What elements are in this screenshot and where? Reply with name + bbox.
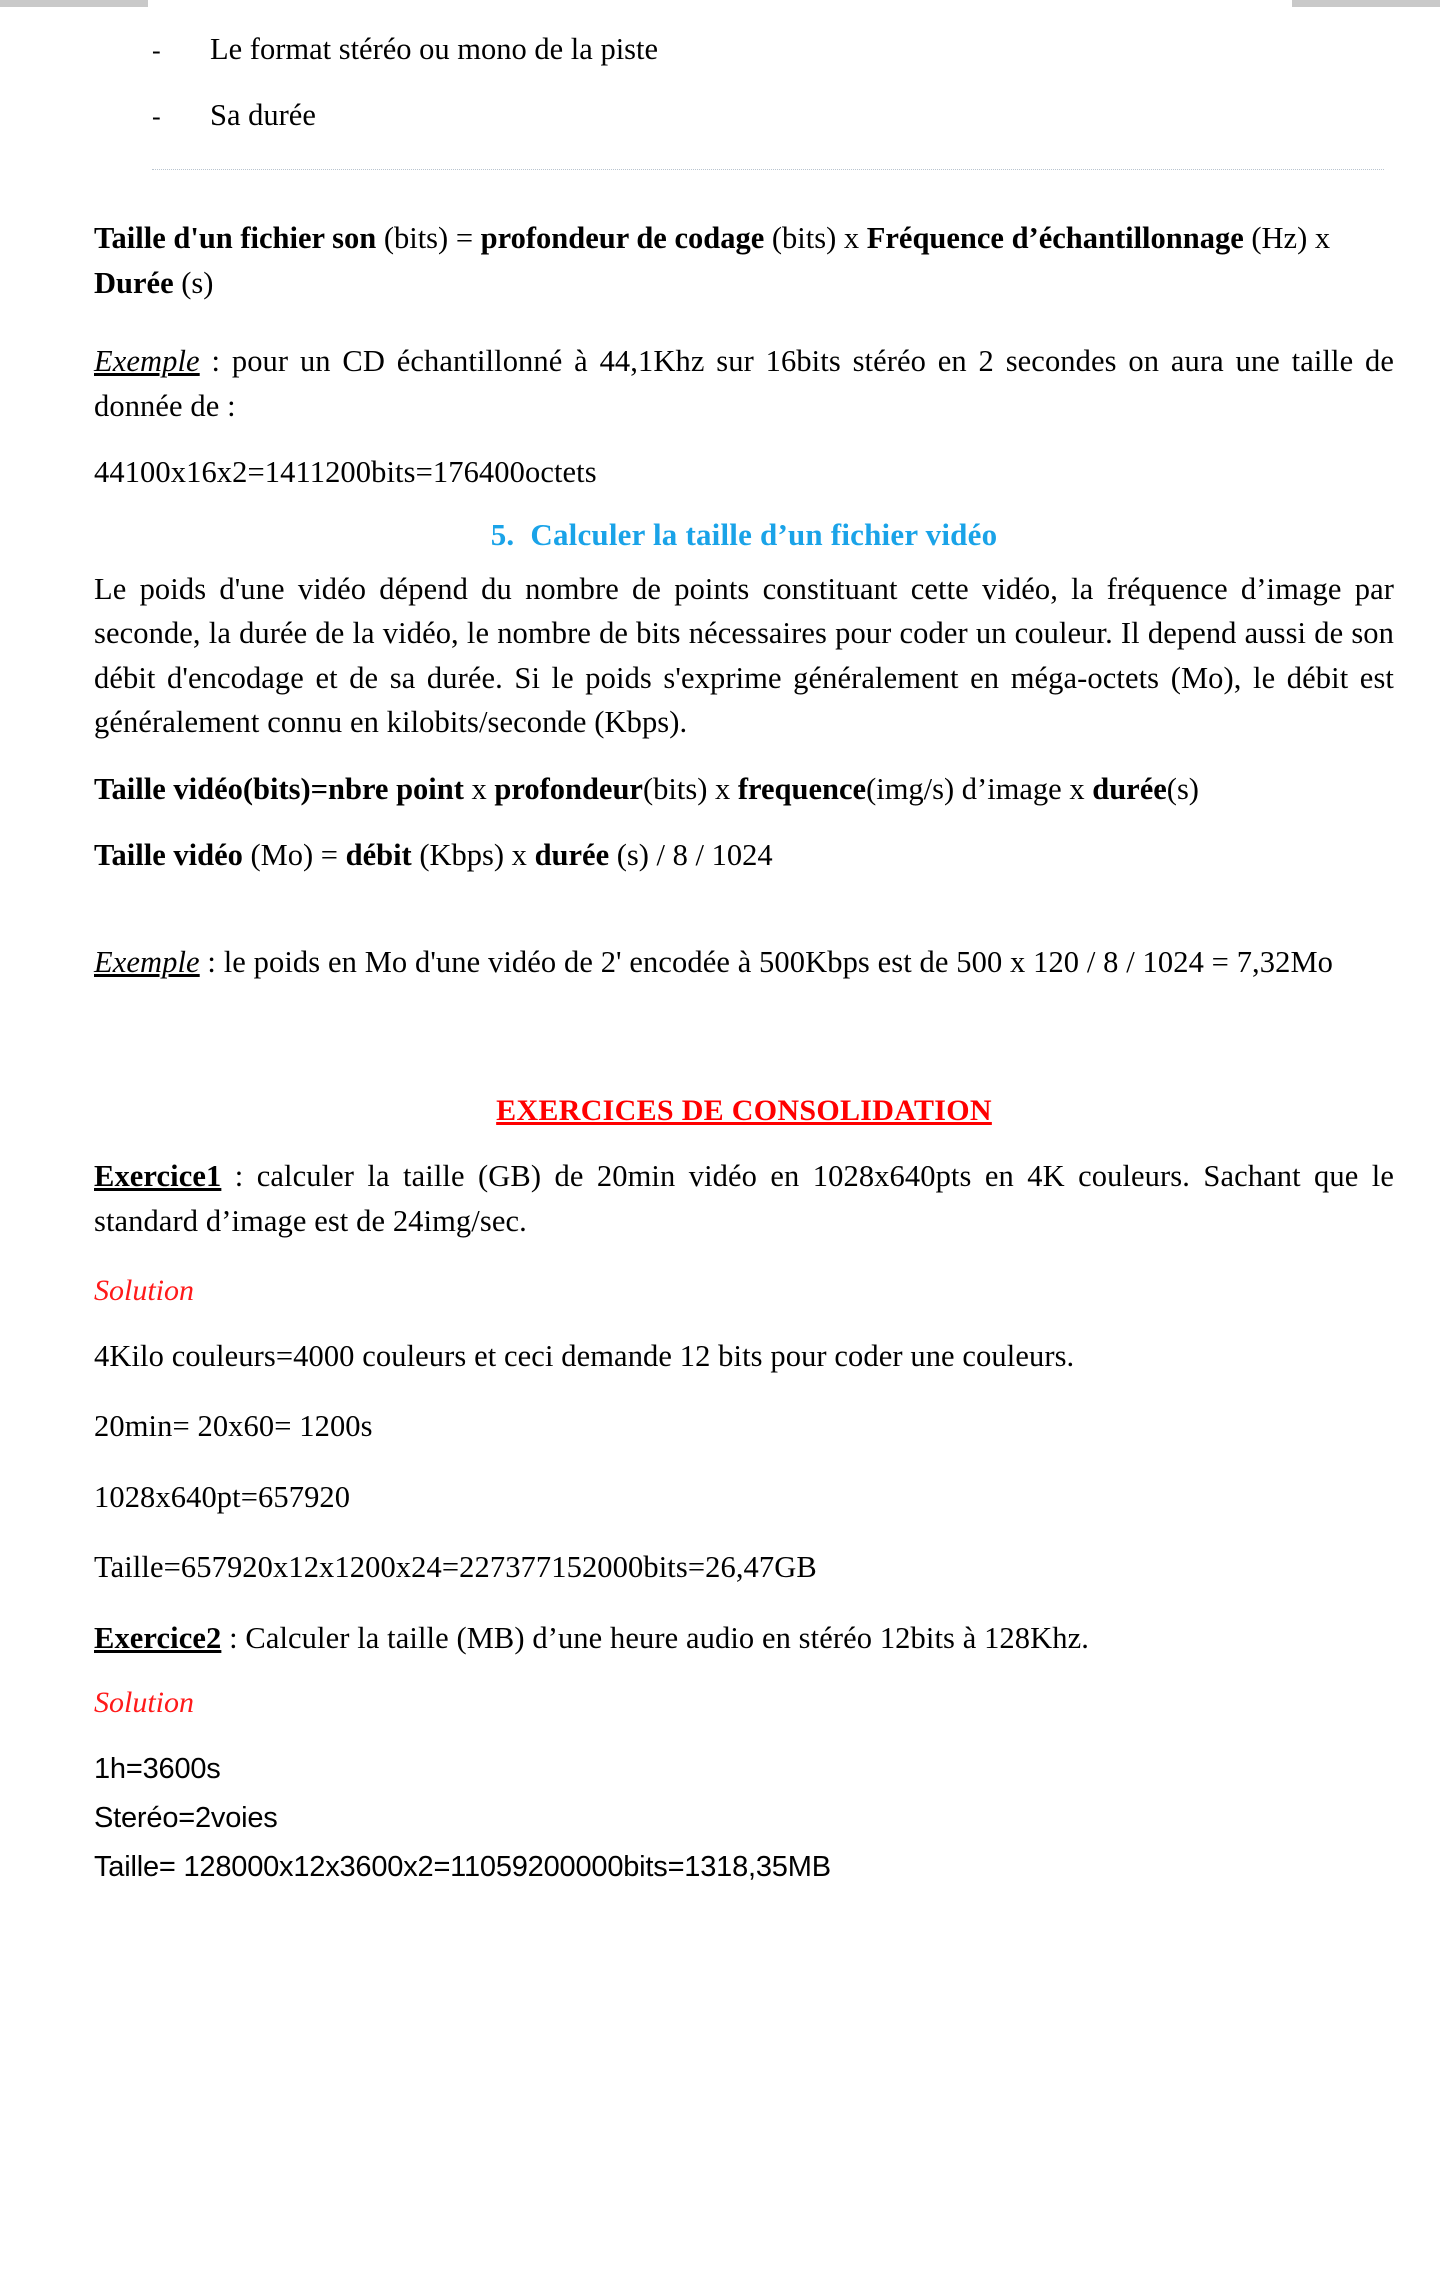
- bullet-text: Le format stéréo ou mono de la piste: [210, 32, 659, 66]
- video-mo-p5: durée: [534, 838, 610, 873]
- video-size-formula-mo: [94, 833, 1394, 878]
- exercise2-solution-line: Steréo=2voies: [94, 1801, 278, 1834]
- video-example-paragraph: [94, 940, 1394, 985]
- exercise1-solution-line: 1028x640pt=657920: [94, 1479, 351, 1514]
- video-description-paragraph: Le poids d'une vidéo dépend du nombre de points constituant cette vidéo, la fréquence d’image par seconde, la durée de la vidéo, le nombre de bits nécessaires pour coder un couleur. Il depend aussi de son débit d'encodage et de sa durée. Si le poids s'exprime généralement en méga-octets (Mo), le débit est généralement connu en kilobits/seconde (Kbps).: [94, 571, 1394, 740]
- audio-formula-part2: (bits) =: [376, 221, 481, 256]
- audio-formula-part4: (bits) x: [764, 221, 867, 256]
- audio-example-paragraph: [94, 339, 1394, 428]
- video-bits-p3: nbre point: [328, 771, 464, 806]
- exercise1-solution-line: Taille=657920x12x1200x24=227377152000bits=26,47GB: [94, 1550, 817, 1585]
- video-mo-p4: (Kbps) x: [411, 838, 535, 873]
- video-bits-p10: durée: [1092, 771, 1167, 806]
- video-bits-p7: x: [707, 771, 738, 806]
- video-example-text: : le poids en Mo d'une vidéo de 2' encodée à 500Kbps est de 500 x 120 / 8 / 1024 = 7,32Mo: [199, 944, 1334, 979]
- audio-calculation-line: 44100x16x2=1411200bits=176400octets: [94, 455, 597, 490]
- video-mo-p6: (s) / 8 / 1024: [609, 838, 773, 873]
- list-item: [94, 96, 1394, 136]
- video-bits-p4: x: [463, 771, 495, 806]
- audio-formula-part6: (Hz) x: [1243, 221, 1331, 256]
- video-bits-p1: Taille vidéo: [94, 771, 243, 806]
- bullet-text: Sa durée: [210, 97, 316, 132]
- document-content: [46, 0, 1394, 1887]
- video-bits-p2: (bits)=: [242, 771, 329, 806]
- video-bits-p11: (s): [1166, 771, 1199, 806]
- video-mo-p3: débit: [345, 838, 412, 873]
- exercise2-solution-line: Taille= 128000x12x3600x2=11059200000bits=1318,35MB: [94, 1850, 831, 1883]
- video-mo-p2: (Mo) =: [242, 838, 346, 873]
- exercise2-solution-line: 1h=3600s: [94, 1753, 221, 1786]
- exercise1-statement: [94, 1154, 1394, 1243]
- video-size-formula-bits: [94, 767, 1394, 812]
- video-bits-p9: (img/s) d’image x: [866, 771, 1093, 806]
- exercise2-label: Exercice2: [94, 1620, 222, 1655]
- list-item: [94, 30, 1394, 70]
- exercise2-statement: [94, 1616, 1394, 1661]
- video-bits-p8: frequence: [737, 771, 867, 806]
- audio-formula-part3: profondeur de codage: [480, 221, 765, 256]
- section-number: 5.: [490, 516, 515, 552]
- exercise2-text: : Calculer la taille (MB) d’une heure audio en stéréo 12bits à 128Khz.: [221, 1620, 1089, 1655]
- feature-bullet-list: [94, 30, 1394, 135]
- video-bits-p6: (bits): [642, 771, 708, 806]
- section-title: Calculer la taille d’un fichier vidéo: [530, 516, 998, 552]
- audio-formula-part8: (s): [173, 265, 214, 300]
- bullet-dash-icon: -: [152, 36, 161, 65]
- audio-formula-part5: Fréquence d’échantillonnage: [866, 221, 1244, 256]
- video-mo-p1: Taille vidéo: [94, 838, 243, 873]
- exercise1-solution-line: 4Kilo couleurs=4000 couleurs et ceci demande 12 bits pour coder une couleurs.: [94, 1338, 1075, 1373]
- exercises-section-title: EXERCICES DE CONSOLIDATION: [496, 1094, 992, 1128]
- bullet-dash-icon: -: [152, 101, 161, 131]
- exercise1-solution-line: 20min= 20x60= 1200s: [94, 1409, 373, 1444]
- audio-formula-part7: Durée: [94, 265, 174, 300]
- audio-example-text: : pour un CD échantillonné à 44,1Khz sur 16bits stéréo en 2 secondes on aura une taille de donnée de :: [94, 344, 1394, 423]
- video-bits-p5: profondeur: [494, 771, 643, 806]
- section-heading-5: [94, 517, 1394, 553]
- example-label: Exemple: [94, 344, 200, 379]
- example-label: Exemple: [94, 944, 200, 979]
- exercise1-label: Exercice1: [94, 1159, 222, 1194]
- audio-size-formula: [94, 216, 1394, 305]
- exercise1-text: : calculer la taille (GB) de 20min vidéo en 1028x640pts en 4K couleurs. Sachant que le standard d’image est de 24img/sec.: [94, 1159, 1394, 1238]
- exercise1-solution-label: Solution: [94, 1273, 195, 1307]
- exercise2-solution-label: Solution: [94, 1686, 195, 1720]
- audio-formula-part1: Taille d'un fichier son: [94, 221, 377, 256]
